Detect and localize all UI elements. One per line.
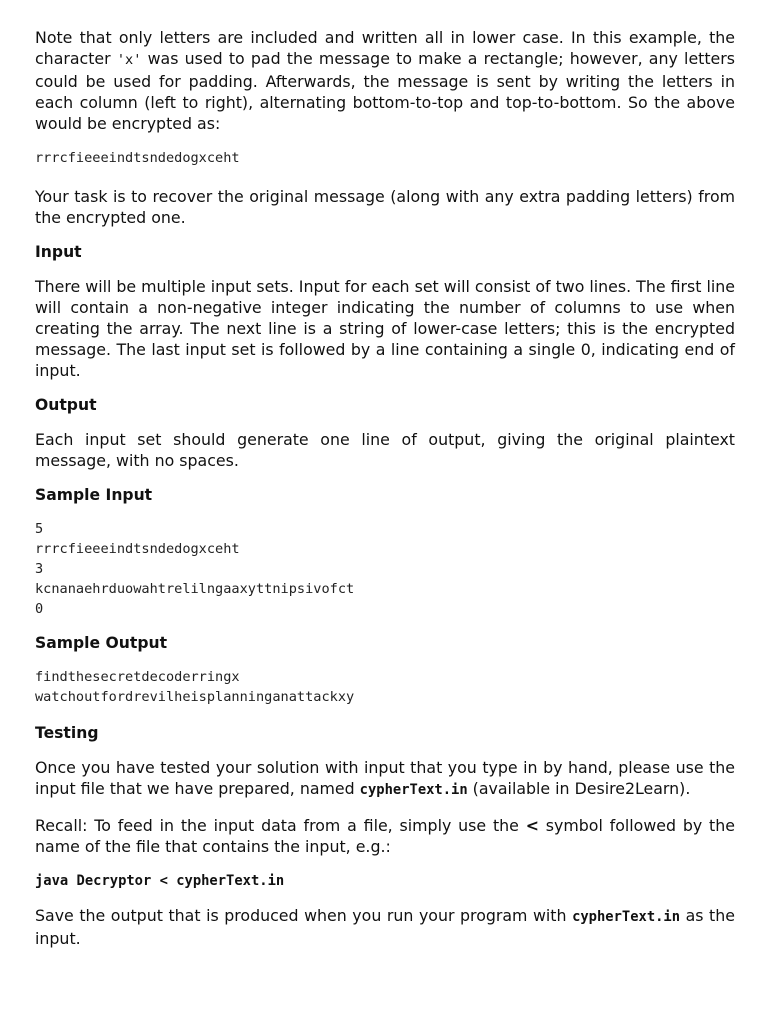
document-content xyxy=(35,27,735,949)
sample-output-line: findthesecretdecoderringx xyxy=(35,669,240,685)
sample-input-line: 3 xyxy=(35,561,44,577)
padding-char: 'x' xyxy=(116,52,142,68)
sample-output-block xyxy=(35,667,735,707)
recall-paragraph: Recall: To feed in the input data from a file, simply use the < symbol followed by the name of the file that contains the input, e.g.: xyxy=(35,816,735,856)
sample-input-block xyxy=(35,519,735,619)
sample-output-heading: Sample Output xyxy=(35,634,168,652)
input-filename: cypherText.in xyxy=(359,782,468,798)
input-paragraph: There will be multiple input sets. Input for each set will consist of two lines. The first line will contain a non-negative integer indicating the number of columns to use when creating the array. The next line is a string of lower-case letters; this is the encrypted message. The last input set is followed by a line containing a single 0, indicating end of input. xyxy=(35,277,735,380)
output-paragraph: Each input set should generate one line of output, giving the original plaintext message, with no spaces. xyxy=(35,430,735,470)
sample-output-line: watchoutfordrevilheisplanninganattackxy xyxy=(35,689,355,705)
testing-heading: Testing xyxy=(35,724,99,742)
redirect-symbol: < xyxy=(525,816,539,835)
output-heading: Output xyxy=(35,396,97,414)
intro-paragraph: Note that only letters are included and written all in lower case. In this example, the character 'x' was used to pad the message to make a rectangle; however, any letters could be used for padding. Afterwards, the message is sent by writing the letters in each column (left to right), alternating bottom-to-top and top-to-bottom. So the above would be encrypted as: xyxy=(35,28,735,133)
sample-input-line: kcnanaehrduowahtrelilngaaxyttnipsivofct xyxy=(35,581,355,597)
input-filename: cypherText.in xyxy=(572,909,681,925)
testing-paragraph: Once you have tested your solution with input that you type in by hand, please use the input file that we have prepared, named cypherText.in (available in Desire2Learn). xyxy=(35,758,735,798)
input-heading: Input xyxy=(35,243,82,261)
save-paragraph: Save the output that is produced when you run your program with cypherText.in as the input. xyxy=(35,906,735,948)
sample-input-line: 5 xyxy=(35,521,44,537)
sample-input-line: rrrcfieeeindtsndedogxceht xyxy=(35,541,240,557)
task-paragraph: Your task is to recover the original message (along with any extra padding letters) from the encrypted one. xyxy=(35,187,735,227)
encrypted-example: rrrcfieeeindtsndedogxceht xyxy=(35,150,240,166)
sample-input-heading: Sample Input xyxy=(35,486,153,504)
sample-input-line: 0 xyxy=(35,601,44,617)
run-command: java Decryptor < cypherText.in xyxy=(35,873,285,889)
